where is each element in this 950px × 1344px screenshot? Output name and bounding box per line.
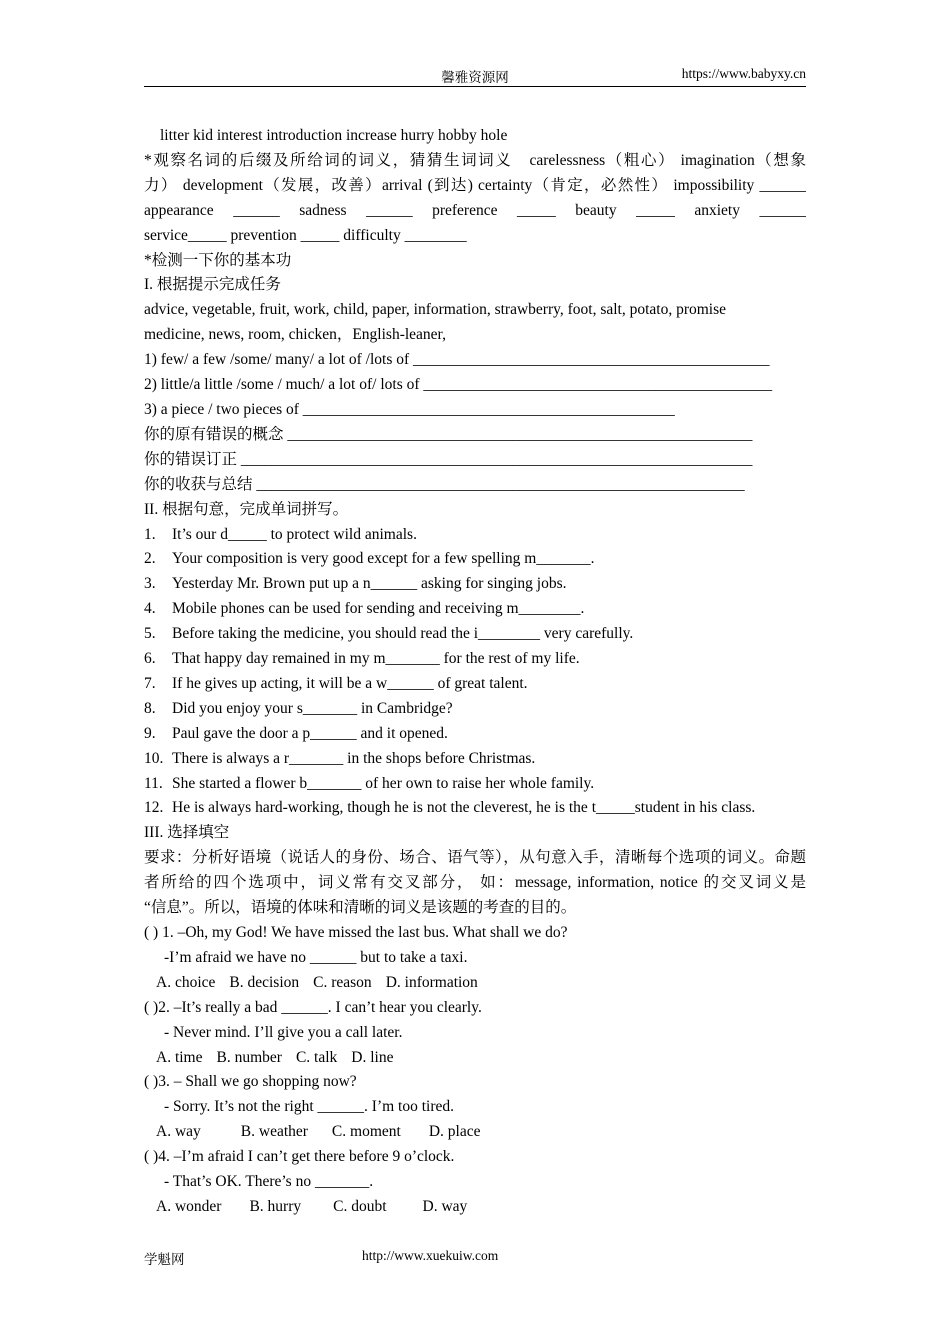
footer-url[interactable]: http://www.xuekuiw.com <box>362 1248 499 1263</box>
suffix-intro-line: appearance ______ sadness ______ preference _____ beauty _____ anxiety ______ <box>144 201 806 219</box>
spelling-item: 5. Before taking the medicine, you should read the i________ very carefully. <box>144 625 634 643</box>
section3-requirement: “信息”。所以，语境的体味和清晰的词义是该题的考查的目的。 <box>144 899 577 917</box>
option-d: D. place <box>428 1123 481 1141</box>
option-a: A. time <box>156 1048 203 1066</box>
suffix-intro-line: 力） development（发展，改善）arrival (到达) certainty（肯定，必然性） impossibility ______ <box>144 176 806 194</box>
section1-task-line: 你的错误订正 __________________________________________________________________ <box>144 450 753 468</box>
option-c: C. doubt <box>333 1197 387 1215</box>
footer-site-name: 学魁网 <box>144 1252 185 1267</box>
top-word-list: litter kid interest introduction increase hurry hobby hole <box>160 127 508 144</box>
section1-task-line: 1) few/ a few /some/ many/ a lot of /lots of ______________________________________________ <box>144 351 770 369</box>
spelling-item: 10. There is always a r_______ in the shops before Christmas. <box>144 749 536 767</box>
section3-title: III. 选择填空 <box>144 824 230 842</box>
suffix-intro-line: *观察名词的后缀及所给词的词义，猜猜生词词义 carelessness（粗心） imagination（想象 <box>144 151 806 169</box>
check-title: *检测一下你的基本功 <box>144 251 292 269</box>
option-a: A. choice <box>156 973 216 991</box>
option-d: D. information <box>385 973 478 991</box>
option-d: D. way <box>422 1197 468 1215</box>
spelling-item: 12. He is always hard-working, though he is not the cleverest, he is the t_____student in his class. <box>144 799 756 817</box>
worksheet-body <box>144 124 806 1220</box>
header-url[interactable]: https://www.babyxy.cn <box>681 66 806 81</box>
section1-title: I. 根据提示完成任务 <box>144 276 281 294</box>
spelling-item: 11. She started a flower b_______ of her own to raise her whole family. <box>144 774 595 792</box>
spelling-item: 3. Yesterday Mr. Brown put up a n______ asking for singing jobs. <box>144 575 567 593</box>
spelling-item: 9. Paul gave the door a p______ and it opened. <box>144 724 448 742</box>
question-options <box>144 1046 806 1071</box>
spelling-item: 6. That happy day remained in my m_______ for the rest of my life. <box>144 650 580 668</box>
section1-word-list: medicine, news, room, chicken，English-leaner, <box>144 326 446 344</box>
question-stem: ( )4. –I’m afraid I can’t get there before 9 o’clock. <box>144 1148 455 1166</box>
section3-requirement: 要求：分析好语境（说话人的身份、场合、语气等），从句意入手，清晰每个选项的词义。命题 <box>144 849 806 867</box>
question-options <box>144 1195 806 1220</box>
spelling-item: 7. If he gives up acting, it will be a w______ of great talent. <box>144 674 528 692</box>
question-options <box>144 971 806 996</box>
option-c: C. reason <box>313 973 372 991</box>
question-stem: ( )3. – Shall we go shopping now? <box>144 1073 357 1091</box>
section1-task-line: 你的收获与总结 _______________________________________________________________ <box>144 475 745 493</box>
option-c: C. moment <box>331 1123 401 1141</box>
section1-task-line: 2) little/a little /some / much/ a lot of/ lots of _____________________________________________ <box>144 376 773 394</box>
section1-task-line: 3) a piece / two pieces of ________________________________________________ <box>144 400 675 418</box>
spelling-item: 8. Did you enjoy your s_______ in Cambridge? <box>144 699 453 717</box>
question-reply: - Never mind. I’ll give you a call later. <box>164 1023 403 1041</box>
question-reply: - That’s OK. There’s no _______. <box>164 1173 374 1191</box>
spelling-item: 4. Mobile phones can be used for sending and receiving m________. <box>144 600 585 618</box>
option-b: B. decision <box>229 973 300 991</box>
section2-title: II. 根据句意，完成单词拼写。 <box>144 500 349 518</box>
option-a: A. way <box>156 1123 201 1141</box>
option-b: B. hurry <box>249 1197 302 1215</box>
section3-requirement: 者所给的四个选项中，词义常有交叉部分， 如：message, information, notice 的交叉词义是 <box>144 874 806 892</box>
question-reply: -I’m afraid we have no ______ but to take a taxi. <box>164 948 468 966</box>
section1-word-list: advice, vegetable, fruit, work, child, paper, information, strawberry, foot, salt, potato, promise <box>144 301 727 319</box>
spelling-item: 2. Your composition is very good except for a few spelling m_______. <box>144 550 595 568</box>
question-reply: - Sorry. It’s not the right ______. I’m too tired. <box>164 1098 455 1116</box>
header-site-name: 馨雅资源网 <box>441 70 509 85</box>
option-d: D. line <box>351 1048 394 1066</box>
spelling-item: 1. It’s our d_____ to protect wild animals. <box>144 525 417 543</box>
question-stem: ( )2. –It’s really a bad ______. I can’t hear you clearly. <box>144 998 482 1016</box>
suffix-intro-line: service_____ prevention _____ difficulty ________ <box>144 226 467 244</box>
option-c: C. talk <box>295 1048 338 1066</box>
section1-task-line: 你的原有错误的概念 ____________________________________________________________ <box>144 425 753 443</box>
question-stem: ( ) 1. –Oh, my God! We have missed the last bus. What shall we do? <box>144 924 568 941</box>
question-options <box>144 1120 806 1145</box>
option-a: A. wonder <box>156 1197 222 1215</box>
option-b: B. weather <box>240 1123 308 1141</box>
option-b: B. number <box>216 1048 282 1066</box>
page-header <box>144 66 806 87</box>
